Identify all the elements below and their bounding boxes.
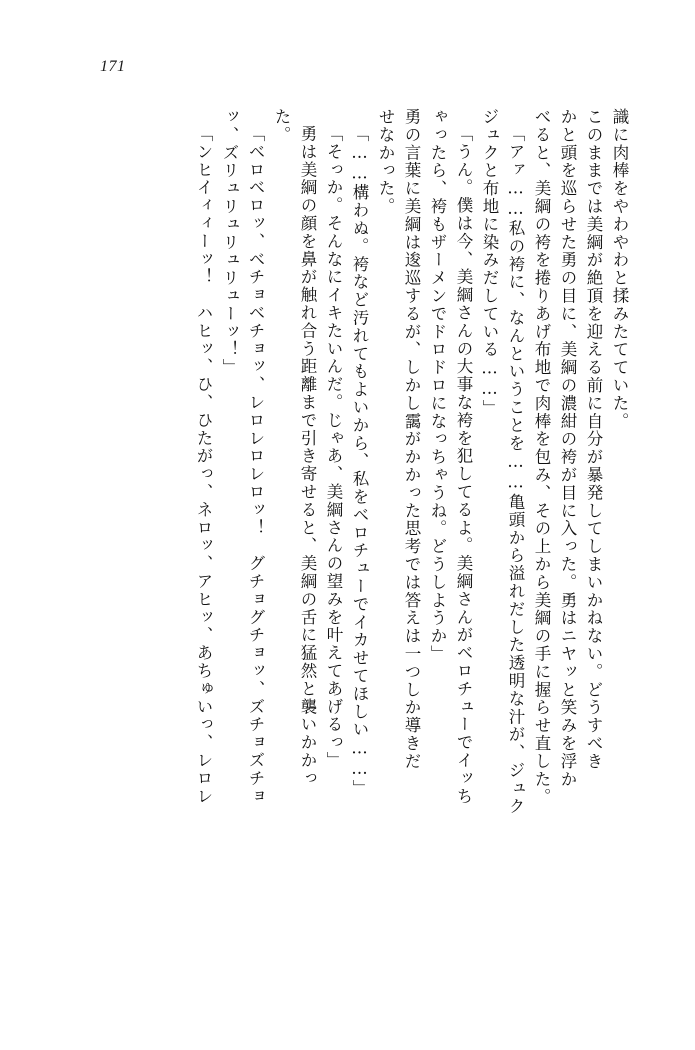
text-column: た。 [272,108,291,144]
text-column: べると、美綱の袴を捲りあげ布地で肉棒を包み、その上から美綱の手に握らせ直した。 [532,108,551,807]
text-column: 勇は美綱の顔を鼻が触れ合う距離まで引き寄せると、美綱の舌に猛然と襲いかかっ [298,125,317,788]
text-column: 「ンヒイィィーッ！ ハヒッ、ひ、ひたがっ、ネロッ、アヒッ、あちゅいっ、レロレ [194,125,213,806]
text-column: ジュクと布地に染みだしている……」 [480,108,499,418]
text-column: このままでは美綱が絶頂を迎える前に自分が暴発してしまいかねない。どうすべき [584,108,603,771]
text-column: 識に肉棒をやわやわと揉みたてていた。 [610,108,629,431]
text-column: かと頭を巡らせた勇の目に、美綱の濃紺の袴が目に入った。勇はニヤッと笑みを浮か [558,108,577,789]
text-column: 「うん。僕は今、美綱さんの大事な袴を犯してるよ。美綱さんがベロチューでイッち [454,125,473,806]
text-column: 「そっか。そんなにイキたいんだ。じゃあ、美綱さんの望みを叶えてあげるっ」 [324,125,343,770]
text-column: せなかった。 [376,108,395,216]
text-column: ッ、ズリュリュリュリューッ！」 [220,108,239,377]
text-column: 「ベロベロッ、ベチョベチョッ、レロレロレロッ！ グチョグチョッ、ズチョズチョ [246,125,265,806]
text-column: 勇の言葉に美綱は逡巡するが、しかし靄がかかった思考では答えは一つしか導きだ [402,108,421,771]
page-number: 171 [100,58,126,75]
text-column: ゃったら、袴もザーメンでドロドロになっちゃうね。どうしようか」 [428,108,447,663]
text-column: 「……構わぬ。袴など汚れてもよいから、私をベロチューでイカせてほしい……」 [350,125,369,798]
text-column: 「アァ……私の袴に、なんということを……亀頭から溢れだした透明な汁が、ジュク [506,125,525,816]
vertical-text-body [72,108,627,968]
